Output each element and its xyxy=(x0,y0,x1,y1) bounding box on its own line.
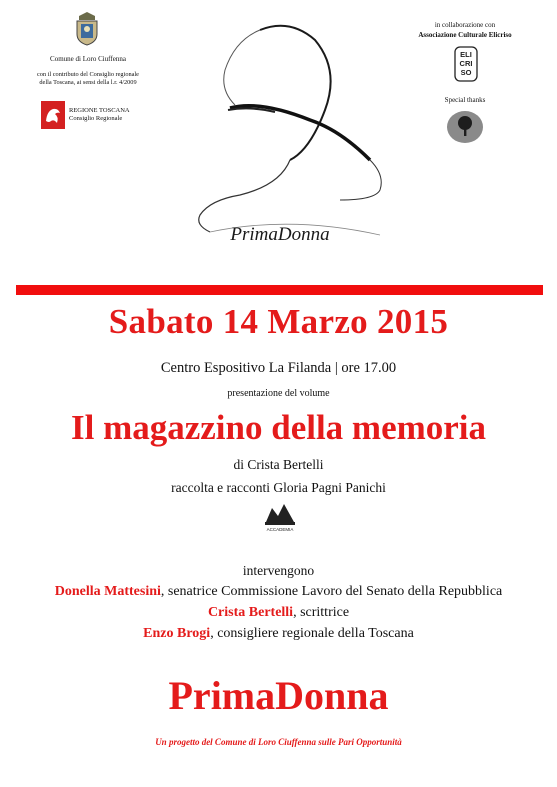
publisher-logo-text: ACCADEMIA xyxy=(266,527,294,532)
collaboration-label: in collaborazione con xyxy=(434,21,496,29)
speaker-row xyxy=(0,584,557,600)
eli-logo-line-1: ELI xyxy=(460,50,472,59)
speaker-row xyxy=(0,605,557,621)
speakers-intro: intervengono xyxy=(242,563,315,578)
regione-toscana-label xyxy=(69,107,130,123)
primadonna-artwork xyxy=(140,10,410,270)
book-author: di Crista Bertelli xyxy=(233,457,324,472)
comune-crest-logo xyxy=(75,12,99,46)
event-venue: Centro Espositivo La Filanda | ore 17.00 xyxy=(160,360,397,376)
contribution-line-2: della Toscana, ai sensi della l.r. 4/2009 xyxy=(39,79,137,86)
region-line-1: REGIONE TOSCANA xyxy=(69,107,130,114)
speaker-role: , scrittrice xyxy=(293,605,350,620)
red-divider xyxy=(16,285,543,295)
presentation-label: presentazione del volume xyxy=(227,388,330,399)
eli-logo-line-3: SO xyxy=(460,68,472,77)
speaker-role: , senatrice Commissione Lavoro del Senato della Repubblica xyxy=(160,584,503,599)
speaker-name: Donella Mattesini xyxy=(54,584,161,599)
collaboration-partner: Associazione Culturale Elicriso xyxy=(418,31,512,39)
speaker-role: , consigliere regionale della Toscana xyxy=(210,626,414,641)
speaker-name: Crista Bertelli xyxy=(207,605,294,620)
event-date: Sabato 14 Marzo 2015 xyxy=(108,302,449,341)
special-thanks-label: Special thanks xyxy=(444,96,486,104)
book-title: Il magazzino della memoria xyxy=(70,408,487,447)
speaker-row xyxy=(0,626,557,642)
book-collection-note: raccolta e racconti Gloria Pagni Panichi xyxy=(171,480,386,495)
speaker-name: Enzo Brogi xyxy=(143,626,211,641)
project-brand: PrimaDonna xyxy=(168,673,389,718)
region-line-2: Consiglio Regionale xyxy=(69,115,123,122)
elicriso-logo xyxy=(454,46,478,82)
tree-logo xyxy=(446,110,484,144)
publisher-logo xyxy=(262,500,298,534)
eli-logo-line-2: CRI xyxy=(459,59,473,68)
project-footer-note: Un progetto del Comune di Loro Ciuffenna sulle Pari Opportunità xyxy=(155,737,402,747)
comune-name: Comune di Loro Ciuffenna xyxy=(50,55,126,63)
artwork-signature: PrimaDonna xyxy=(230,224,330,245)
contribution-line-1: con il contributo del Consiglio regionale xyxy=(37,71,139,78)
regione-toscana-logo xyxy=(41,101,65,129)
